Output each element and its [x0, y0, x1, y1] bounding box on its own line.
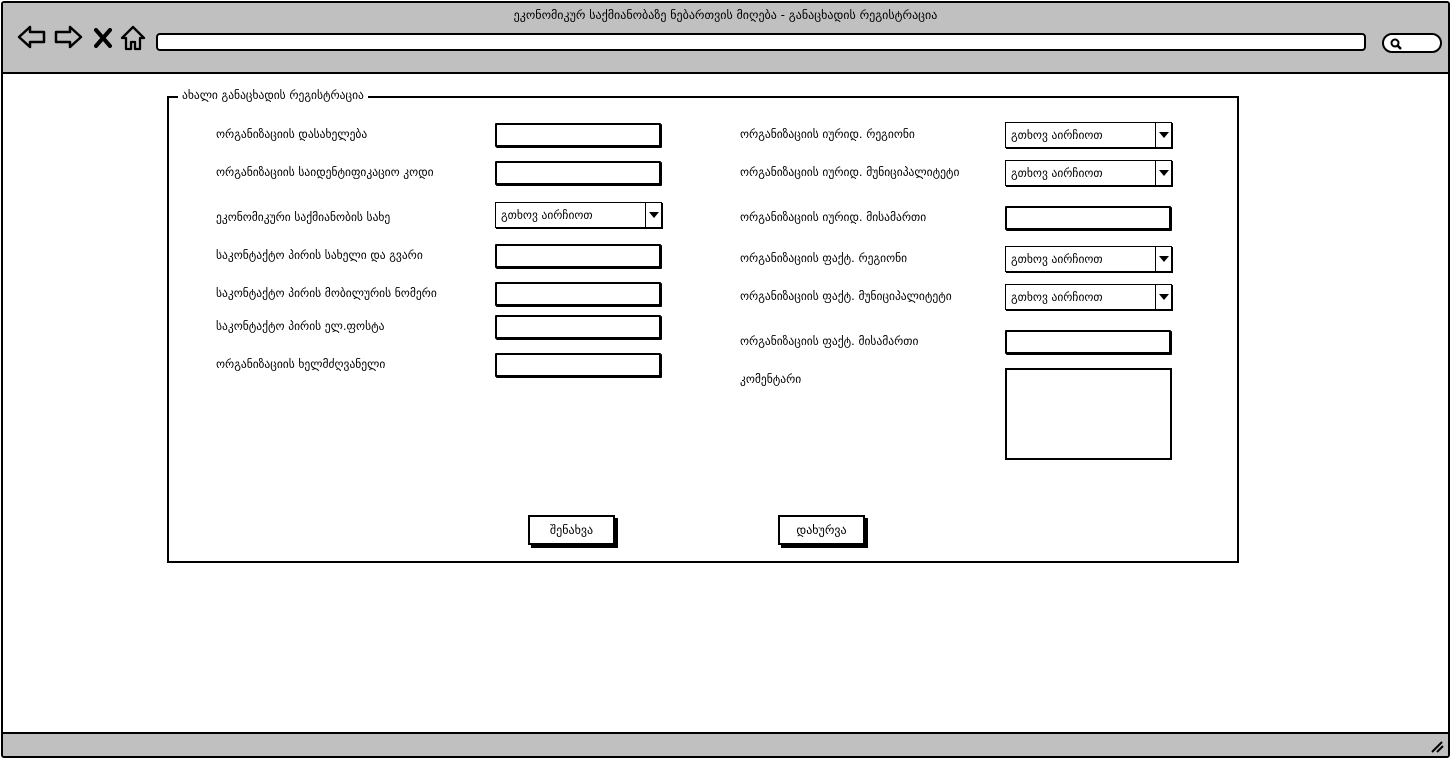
form-legend: ახალი განაცხადის რეგისტრაცია: [178, 88, 368, 102]
home-icon[interactable]: [120, 24, 146, 52]
org-name-label: ორგანიზაციის დასახელება: [216, 127, 368, 141]
legal-region-value: გთხოვ აირჩიოთ: [1011, 128, 1103, 142]
close-button[interactable]: დახურვა: [778, 515, 865, 545]
comment-textarea[interactable]: [1005, 368, 1172, 460]
actual-municipality-select[interactable]: [1005, 284, 1172, 310]
back-arrow-icon[interactable]: [17, 24, 47, 50]
contact-name-input[interactable]: [495, 244, 661, 268]
actual-municipality-label: ორგანიზაციის ფაქტ. მუნიციპალიტეტი: [740, 289, 952, 303]
org-head-input[interactable]: [495, 353, 661, 377]
search-box[interactable]: [1382, 33, 1442, 53]
legal-region-select[interactable]: [1005, 122, 1172, 148]
contact-email-input[interactable]: [495, 315, 661, 339]
chevron-down-icon: [645, 203, 661, 227]
legal-municipality-value: გთხოვ აირჩიოთ: [1011, 166, 1103, 180]
close-icon[interactable]: [93, 27, 113, 49]
activity-type-value: გთხოვ აირჩიოთ: [501, 208, 593, 222]
chevron-down-icon: [1155, 285, 1171, 309]
activity-type-label: ეკონომიკური საქმიანობის სახე: [216, 210, 391, 224]
chevron-down-icon: [1155, 247, 1171, 271]
org-id-input[interactable]: [495, 161, 661, 185]
window-title: ეკონომიკურ საქმიანობაზე ნებართვის მიღება - განაცხადის რეგისტრაცია: [513, 8, 938, 22]
actual-address-input[interactable]: [1005, 330, 1171, 354]
legal-region-label: ორგანიზაციის იურიდ. რეგიონი: [740, 127, 915, 141]
chevron-down-icon: [1155, 123, 1171, 147]
legal-address-label: ორგანიზაციის იურიდ. მისამართი: [740, 210, 927, 224]
chevron-down-icon: [1155, 161, 1171, 185]
actual-region-label: ორგანიზაციის ფაქტ. რეგიონი: [740, 251, 908, 265]
comment-label: კომენტარი: [740, 372, 802, 386]
save-button[interactable]: შენახვა: [528, 515, 615, 545]
activity-type-select[interactable]: [495, 202, 662, 228]
resize-grip-icon[interactable]: [1430, 741, 1444, 753]
title-bar: [3, 3, 1448, 74]
actual-address-label: ორგანიზაციის ფაქტ. მისამართი: [740, 334, 919, 348]
legal-municipality-label: ორგანიზაციის იურიდ. მუნიციპალიტეტი: [740, 165, 960, 179]
contact-mobile-label: საკონტაქტო პირის მობილურის ნომერი: [216, 286, 437, 300]
org-name-input[interactable]: [495, 123, 661, 147]
legal-address-input[interactable]: [1005, 206, 1171, 230]
contact-mobile-input[interactable]: [495, 282, 661, 306]
contact-name-label: საკონტაქტო პირის სახელი და გვარი: [216, 248, 423, 262]
org-id-label: ორგანიზაციის საიდენტიფიკაციო კოდი: [216, 165, 434, 179]
actual-region-value: გთხოვ აირჩიოთ: [1011, 252, 1103, 266]
search-icon: [1390, 38, 1402, 50]
actual-municipality-value: გთხოვ აირჩიოთ: [1011, 290, 1103, 304]
contact-email-label: საკონტაქტო პირის ელ.ფოსტა: [216, 319, 385, 333]
forward-arrow-icon[interactable]: [53, 24, 83, 50]
legal-municipality-select[interactable]: [1005, 160, 1172, 186]
org-head-label: ორგანიზაციის ხელმძღვანელი: [216, 357, 386, 371]
status-bar: [3, 732, 1448, 756]
actual-region-select[interactable]: [1005, 246, 1172, 272]
address-bar[interactable]: [156, 33, 1366, 51]
